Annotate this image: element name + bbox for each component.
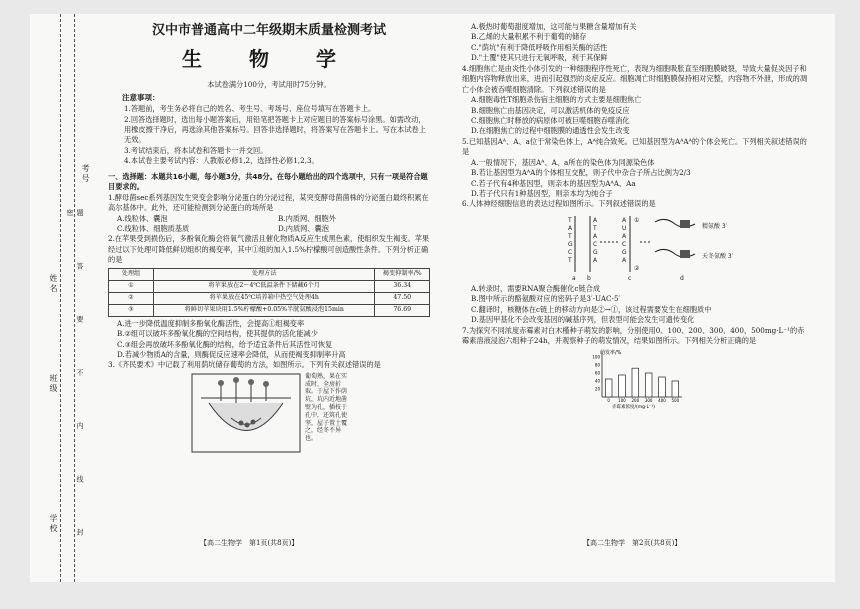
svg-text:G: G [567,240,573,248]
q3-option-b: B.乙烯的大量积累不利于葡萄的储存 [471,32,587,42]
y-tick-label: 80 [594,362,600,367]
table-cell: 将鲜切苹果块用1.5%柠檬酸+0.05%半胱氨酸浸泡15min [153,304,375,316]
svg-text:A: A [621,216,626,224]
table-cell: 将苹果放在2～4℃低温条件下储藏6个月 [153,280,375,292]
svg-text:A: A [621,256,626,264]
q1-option-d: D.内质网、囊泡 [278,223,329,233]
table-cell: 将苹果放在45℃培养箱中热空气处理4h [153,292,375,304]
table-cell: 36.34 [375,280,430,292]
q5-option-d: D.若子代只有1种基因型，则亲本均为纯合子 [471,189,613,198]
storage-pit-illustration [191,373,301,453]
q3-option-d: D."土覆"使其只进行无氧呼吸，利于其保鲜 [471,53,608,63]
x-tick-label: 300 [644,397,652,403]
question-5: 5.已知基因Aᴬ、A、a位于常染色体上，Aᴬ纯合致死。已知基因型为AᴬAᴬ的个体会死亡。下列相关叙述错误的是 [462,136,807,157]
note-1: 1.答题前，考生务必将自己的姓名、考生号、考场号、座位号填写在答题卡上。 [124,104,376,114]
q2-table [108,268,430,317]
svg-text:T: T [567,256,572,264]
bar [605,379,612,397]
q3-option-c: C."荫坑"有利于降低呼吸作用相关酶的活性 [471,42,608,52]
svg-text:G: G [592,248,598,256]
question-2: 2.在苹果受到损伤后，多酚氧化酶会将氧气激活且催化物质A反应生成黑色素，使组织发生褐变。苹果经过以下处理可降低鲜切组织的褐变率，其中①组的加入1.5%柠檬酸可创造酸性条件。下列分析正确的是 [108,234,430,265]
label-arg: 精氨酸 3′ [701,222,727,230]
exam-info: 本试卷满分100分，考试用时75分钟。 [207,79,331,89]
q5-option-c: C.若子代有4种基因型，则亲本的基因型为AᴬA、Aa [471,178,636,188]
gene-expression-diagram [530,212,740,282]
name-label: 姓名 [49,274,58,294]
svg-text:G: G [621,248,627,256]
bar [632,368,639,397]
label-site-2: ② [633,264,639,272]
x-tick-label: 100 [617,397,626,403]
q4-option-a: A.细胞毒性T细胞杀伤宿主细胞的方式主要是细胞焦亡 [471,95,642,105]
q3-caption: 葡萄熟，果在实成时，全房折取。于屋下作荫坑，坑内近地凿壁为孔，插枝于孔中，还筑孔使坚，屋子置土覆之，经冬不异也。 [305,372,348,443]
y-tick-label: 100 [591,354,600,359]
label-c: c [627,274,631,282]
x-tick-label: 400 [657,397,666,403]
table-header-cell: 褐变抑制率/% [375,268,430,280]
note-4: 4.本试卷主要考试内容：人教版必修1,2，选择性必修1,2,3。 [124,156,319,166]
y-tick-label: 40 [594,378,600,383]
q6-option-b: B.图中所示的酪氨酸对应的密码子是3′-UAC-5′ [471,294,621,304]
label-asp: 天冬氨酸 3′ [701,252,733,260]
q2-option-a: A.进一步降低温度抑制多酚氧化酶活性，会提高①组褐变率 [117,318,305,328]
x-tick-label: 500 [671,397,679,403]
q1-option-a: A.线粒体、囊泡 [117,213,168,223]
exam-title: 汉中市普通高中二年级期末质量检测考试 [151,23,386,38]
svg-text:U: U [621,224,626,232]
y-axis-label: 萌发率/% [599,349,621,356]
svg-text:A: A [621,232,626,240]
table-cell: 47.50 [375,292,430,304]
q3-figure [108,373,430,453]
note-3: 3.考试结束后，将本试卷和答题卡一并交回。 [124,145,268,155]
subject-title: 生 物 学 [182,46,356,71]
q5-option-b: B.若让基因型为AᴬA的个体相互交配，则子代中杂合子所占比例为2/3 [471,168,691,178]
q1-options [108,214,430,235]
table-row [109,304,430,316]
table-header-row [109,268,430,280]
q1-option-c: C.线粒体、细胞质基质 [117,223,190,233]
q7-chart-wrap [462,347,807,409]
label-a: a [571,274,576,282]
school-label: 学校 [49,514,58,534]
bar [672,381,679,397]
binding-line [60,14,61,582]
table-row [109,292,430,304]
table-header-cell: 处理组 [109,268,154,280]
germination-chart [580,347,690,409]
question-7: 7.为探究不同浓度赤霉素对白木槿种子萌发的影响，分别使用0、100、200、300、400、500mg·L⁻¹的赤霉素溶液浸泡六组种子24h，并观察种子的萌发情况，结果如图所示。下列相关分析正确的是 [462,325,805,346]
svg-text:C: C [592,240,597,248]
binding-strip [30,14,100,582]
svg-text:A: A [592,256,597,264]
question-3: 3.《齐民要术》中记载了利用荫坑储存葡萄的方法，如图所示。下列有关叙述错误的是 [108,360,381,370]
svg-text:T: T [592,224,597,232]
table-header-cell: 处理方法 [153,268,375,280]
q5-option-a: A.一般情况下，基因Aᴬ、A、a所在的染色体为同源染色体 [471,157,655,167]
q6-option-d: D.基因甲基化不会改变基因的碱基序列，但表型可能会发生可遗传变化 [471,315,695,325]
question-4: 4.细胞焦亡是由炎性小体引发的一种细胞程序性死亡，表现为细胞吸胀直至细胞膜破裂，导致大量促炎因子和细胞内容物释放出来，进而引起强烈的炎症反应。细胞凋亡时细胞膜保持相对完整，内容物不外泄，形成的凋亡小体会被吞噬细胞清除。下列叙述错误的是 [462,63,808,94]
svg-text:A: A [567,224,572,232]
notes-title: 注意事项： [122,93,160,103]
q3-option-a: A.极热时葡萄甜度增加，这可能与果糖含量增加有关 [471,22,637,31]
svg-text:C: C [567,248,572,256]
right-column [462,22,807,409]
note-2: 2.回答选择题时，选出每小题答案后，用铅笔把答题卡上对应题目的答案标号涂黑。如需改动，用橡皮擦干净后，再选涂其他答案标号。回答非选择题时，将答案写在答题卡上。写在本试卷上无效。 [124,114,426,145]
seal-text: 题 答 要 不 内 线 封 密 [66,209,84,558]
y-tick-label: 60 [594,370,600,375]
label-site-1: ① [633,216,639,224]
bar [645,373,652,397]
question-6: 6.人体神经细胞信息的表达过程如图所示。下列叙述错误的是 [462,199,656,209]
y-tick-label: 20 [594,386,600,391]
q4-option-c: C.细胞焦亡时释放的病原体可被巨噬细胞吞噬消化 [471,115,630,125]
table-cell: ① [109,280,154,292]
section-1-heading: 一、选择题：本题共16小题，每小题3分，共48分。在每小题给出的四个选项中，只有一项是符合题目要求的。 [108,171,428,192]
left-column [108,22,430,453]
bar [658,377,665,397]
question-1: 1.酵母菌sec系列基因发生突变会影响分泌蛋白的分泌过程，某突变酵母菌菌株的分泌蛋白最终积累在高尔基体中。此外，还可能检测到分泌蛋白的场所是 [108,192,429,213]
q2-option-d: D.若减少物质A的含量，则酶促反应速率会降低，从而使褐变抑制率升高 [117,349,346,359]
svg-text:A: A [592,232,597,240]
x-tick-label: 0 [606,397,610,403]
table-cell: ③ [109,304,154,316]
x-axis-label: 赤霉素浓度/(mg·L⁻¹) [611,404,655,409]
x-tick-label: 200 [631,397,639,403]
label-b: b [586,274,591,282]
svg-text:T: T [567,232,572,240]
label-d: d [679,274,684,282]
page-footer-1: 【高二生物学 第1页(共8页)】 [200,539,299,547]
kaohao-label: 考号 [81,164,90,184]
page-footer-2: 【高二生物学 第2页(共8页)】 [583,539,682,547]
q4-option-d: D.在细胞焦亡的过程中细胞膜的通透性会发生改变 [471,126,630,136]
q2-option-b: B.②组可以破坏多酚氧化酶的空间结构，使其提供的活化能减少 [117,329,318,339]
bar [618,375,625,397]
table-row [109,280,430,292]
svg-text:A: A [592,216,597,224]
q6-option-c: C.翻译时，核糖体在c链上的移动方向是②→①，该过程需要发生在细胞质中 [471,304,712,314]
svg-text:T: T [567,216,572,224]
q2-option-c: C.③组会再放破坏多酚氧化酶的结构，给予适宜条件后其活性可恢复 [117,339,333,349]
table-cell: 76.69 [375,304,430,316]
q6-option-a: A.转录时，需要RNA聚合酶催化c链合成 [471,283,601,293]
svg-text:C: C [621,240,626,248]
q6-figure [462,212,807,282]
q4-option-b: B.细胞焦亡由基因决定，可以激活机体的免疫反应 [471,105,630,115]
class-label: 班级 [49,374,58,394]
table-cell: ② [109,292,154,304]
q1-option-b: B.内质网、细胞外 [278,213,336,223]
